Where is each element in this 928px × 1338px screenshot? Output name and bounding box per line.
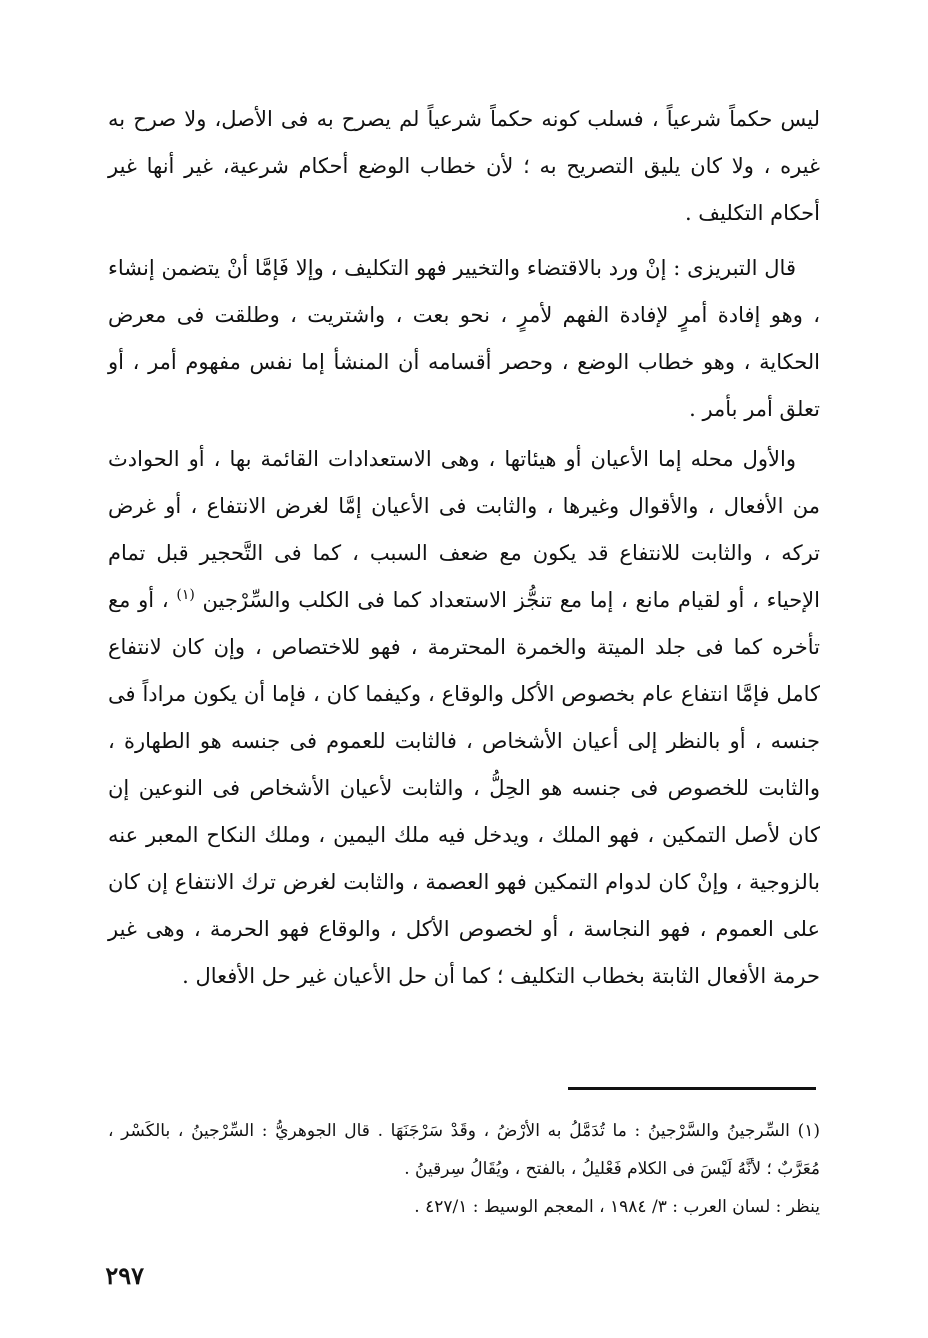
footnote-1: (١) السِّرجينُ والسَّرْجينُ : ما تُدَمَّلُ به الأرْضُ ، وقَدْ سَرْجَنَهَا . قال الجوهريُّ : السِّرْجينُ ، بالكَسْر ، مُعَرَّبٌ ؛ لأنَّهُ لَيْسَ فى الكلام فَعْليلُ ، بالفتح ، ويُقَالُ سِرقينُ . [108,1121,820,1179]
footnote-marker[interactable]: (١) [176,587,195,603]
paragraph-3-text-before: والأول محله إما الأعيان أو هيئاتها ، وهى الاستعدادات القائمة بها ، أو الحوادث من الأفعال ، والأقوال وغيرها ، والثابت فى الأعيان إمَّا لغرض الانتفاع ، أو غرض تركه ، والثابت للانتفاع قد يكون مع ضعف السبب ، كما فى التَّحجير قبل تمام الإحياء ، أو لقيام مانع ، إما مع تنجُّز الاستعداد كما فى الكلب والسِّرْجين [108,447,820,612]
paragraph-3-text-after: ، أو مع تأخره كما فى جلد الميتة والخمرة المحترمة ، فهو للاختصاص ، وإن كان لانتفاع كامل فإمَّا انتفاع عام بخصوص الأكل والوقاع ، وكيفما كان ، فإما أن يكون مراداً فى جنسه ، أو بالنظر إلى أعيان الأشخاص ، فالثابت للعموم فى جنسه هو الطهارة ، والثابت للخصوص فى جنسه هو الحِلُّ ، والثابت لأعيان الأشخاص فى النوعين إن كان لأصل التمكين ، فهو الملك ، ويدخل فيه ملك اليمين ، وملك النكاح المعبر عنه بالزوجية ، وإنْ كان لدوام التمكين فهو العصمة ، والثابت لغرض ترك الانتفاع إن كان على العموم ، فهو النجاسة ، أو لخصوص الأكل ، والوقاع فهو الحرمة ، وهى غير حرمة الأفعال الثابتة بخطاب التكليف ؛ كما أن حل الأعيان غير حل الأفعال . [108,588,820,988]
paragraph-1-text: ليس حكماً شرعياً ، فسلب كونه حكماً شرعياً لم يصرح به فى الأصل، ولا صرح به غيره ، ولا كان يليق التصريح به ؛ لأن خطاب الوضع أحكام شرعية، غير أنها غير أحكام التكليف . [108,107,820,225]
paragraph-3 [108,436,820,1000]
footnote-divider [568,1087,816,1090]
paragraph-2 [108,245,820,433]
footnote-reference: ينظر : لسان العرب : ٣/ ١٩٨٤ ، المعجم الوسيط : ٤٢٧/١ . [414,1197,820,1217]
paragraph-2-text: قال التبريزى : إنْ ورد بالاقتضاء والتخيير فهو التكليف ، وإلا فَإمَّا أنْ يتضمن إنشاء ، وهو إفادة أمرٍ لإفادة الفهم لأمرٍ ، نحو بعت ، واشتريت ، وطلقت فى معرض الحكاية ، وهو خطاب الوضع ، وحصر أقسامه أن المنشأ إما نفس مفهوم أمر ، أو تعلق أمر بأمر . [108,256,820,421]
paragraph-1 [108,96,820,237]
paragraph-3-content [108,436,820,1000]
footnotes [108,1112,820,1226]
page-number: ٢٩٧ [105,1261,144,1290]
